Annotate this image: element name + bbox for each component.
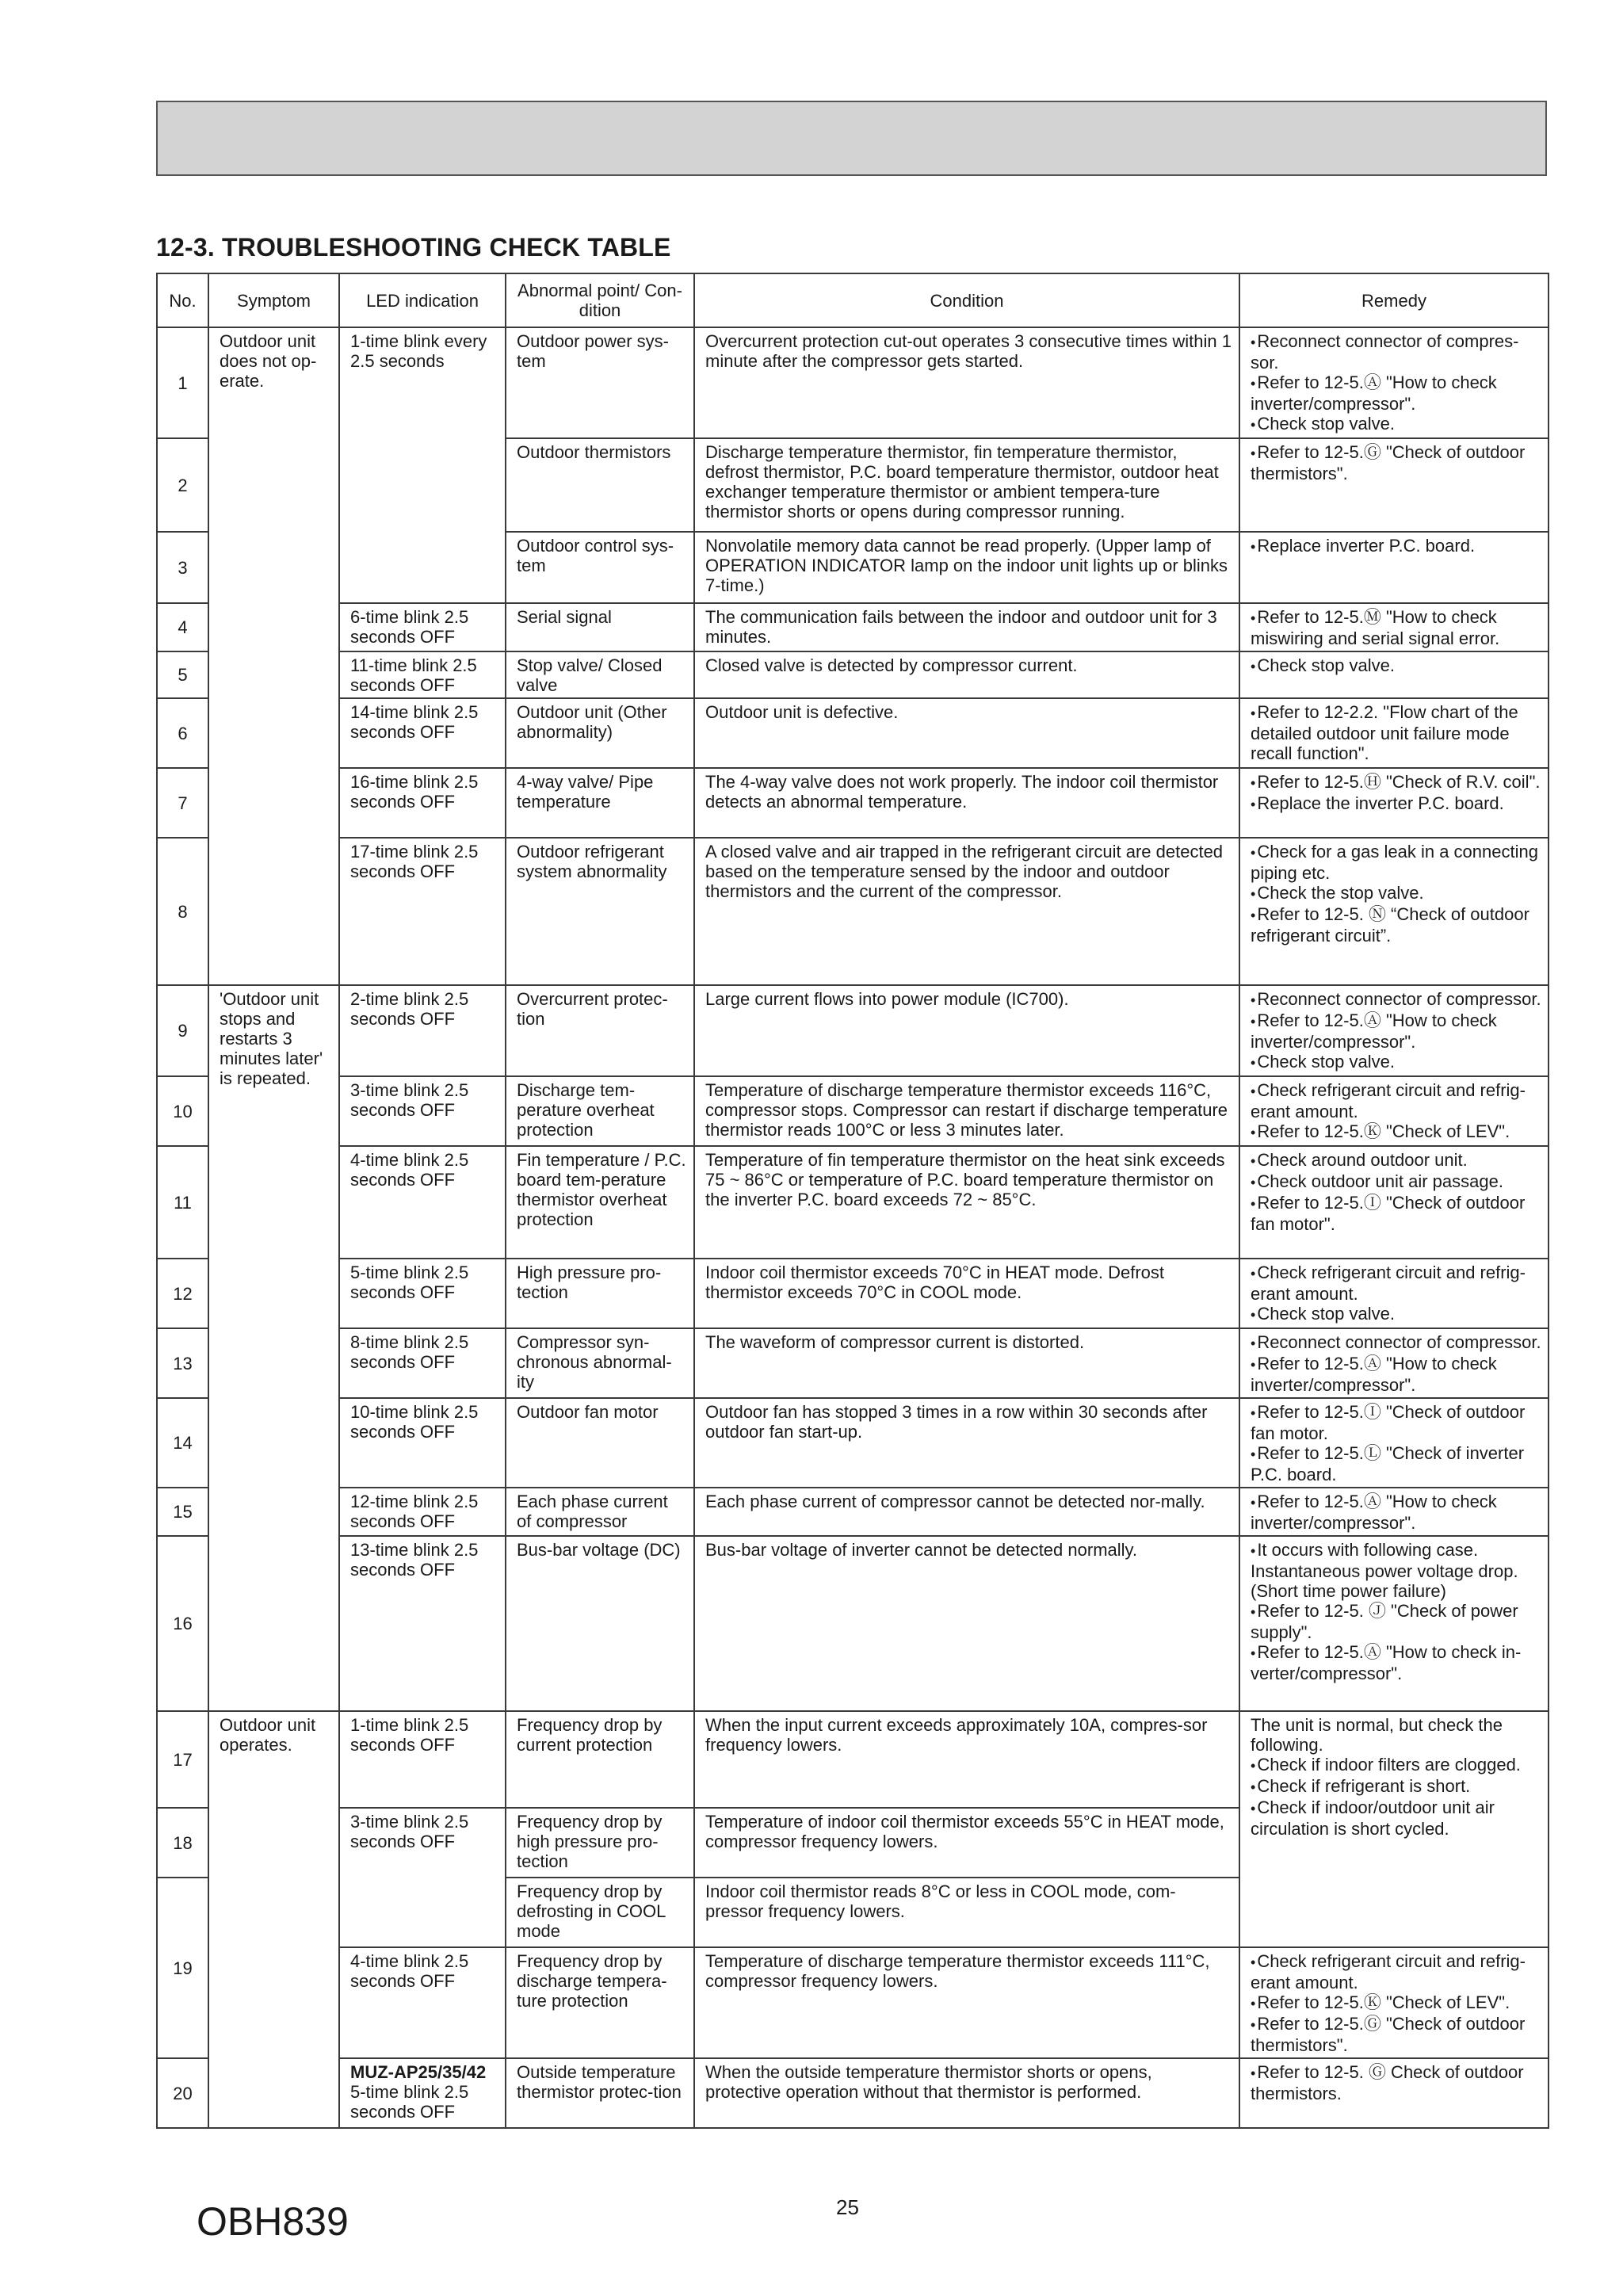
remedy-cell	[1239, 838, 1549, 985]
led-cell: 11-time blink 2.5 seconds OFF	[339, 651, 506, 698]
condition-cell: Temperature of fin temperature thermistor on the heat sink exceeds 75 ~ 86°C or temperature of P.C. board temperature thermistor on the inverter P.C. board exceeds 72 ~ 85°C.	[694, 1146, 1239, 1259]
remedy-item: • Refer to 12-5.Ⓘ "Check of outdoor fan motor.	[1251, 1402, 1541, 1443]
remedy-item: • Check stop valve.	[1251, 414, 1541, 435]
point-cell: Outdoor power sys-tem	[506, 327, 694, 438]
symptom-cell: Outdoor unit operates.	[208, 1711, 339, 2128]
condition-cell: Temperature of discharge temperature thermistor exceeds 111°C, compressor frequency lowers.	[694, 1947, 1239, 2058]
remedy-item: • Check stop valve.	[1251, 1304, 1541, 1325]
row-no: 18	[157, 1808, 208, 1878]
condition-cell: Closed valve is detected by compressor current.	[694, 651, 1239, 698]
point-cell: Bus-bar voltage (DC)	[506, 1536, 694, 1711]
point-cell: Outside temperature thermistor protec-tion	[506, 2058, 694, 2128]
table-row	[157, 603, 1549, 651]
row-no: 6	[157, 698, 208, 768]
point-cell: Outdoor refrigerant system abnormality	[506, 838, 694, 985]
table-row	[157, 2058, 1549, 2128]
table-row	[157, 651, 1549, 698]
col-header-condition: Condition	[694, 273, 1239, 327]
condition-cell: Indoor coil thermistor reads 8°C or less in COOL mode, com-pressor frequency lowers.	[694, 1878, 1239, 1947]
table-row	[157, 1398, 1549, 1488]
remedy-cell	[1239, 1536, 1549, 1711]
col-header-no: No.	[157, 273, 208, 327]
point-cell: Stop valve/ Closed valve	[506, 651, 694, 698]
table-row	[157, 1947, 1549, 2058]
remedy-cell	[1239, 651, 1549, 698]
troubleshooting-table	[156, 273, 1549, 2129]
table-row	[157, 985, 1549, 1076]
remedy-item: • Check refrigerant circuit and refrig-erant amount.	[1251, 1951, 1541, 1992]
table-row	[157, 1076, 1549, 1146]
row-no: 13	[157, 1328, 208, 1398]
remedy-cell	[1239, 327, 1549, 438]
point-cell: Fin temperature / P.C. board tem-perature thermistor overheat protection	[506, 1146, 694, 1259]
remedy-item: • Check the stop valve.	[1251, 883, 1541, 904]
remedy-item: • Check if indoor/outdoor unit air circulation is short cycled.	[1251, 1797, 1541, 1839]
condition-cell: Outdoor unit is defective.	[694, 698, 1239, 768]
row-no: 7	[157, 768, 208, 838]
col-header-point: Abnormal point/ Con-dition	[506, 273, 694, 327]
led-cell: 6-time blink 2.5 seconds OFF	[339, 603, 506, 651]
remedy-cell	[1239, 2058, 1549, 2128]
remedy-item: • Refer to 12-5.Ⓚ "Check of LEV".	[1251, 1992, 1541, 2014]
remedy-item: • Refer to 12-2.2. "Flow chart of the detailed outdoor unit failure mode recall function".	[1251, 702, 1541, 763]
remedy-cell	[1239, 1146, 1549, 1259]
table-row	[157, 1328, 1549, 1398]
condition-cell: Overcurrent protection cut-out operates 3 consecutive times within 1 minute after the compressor gets started.	[694, 327, 1239, 438]
condition-cell: The 4-way valve does not work properly. The indoor coil thermistor detects an abnormal temperature.	[694, 768, 1239, 838]
page-number: 25	[836, 2195, 859, 2219]
led-text: 5-time blink 2.5 seconds OFF	[350, 2082, 469, 2122]
remedy-item: • Refer to 12-5.Ⓗ "Check of R.V. coil".	[1251, 772, 1541, 793]
col-header-symptom: Symptom	[208, 273, 339, 327]
remedy-item: • Replace the inverter P.C. board.	[1251, 793, 1541, 815]
remedy-cell	[1239, 1398, 1549, 1488]
point-cell: Frequency drop by discharge tempera-ture protection	[506, 1947, 694, 2058]
remedy-cell	[1239, 603, 1549, 651]
led-cell: 16-time blink 2.5 seconds OFF	[339, 768, 506, 838]
symptom-cell: Outdoor unit does not op-erate.	[208, 327, 339, 985]
remedy-item: • Refer to 12-5.Ⓐ "How to check in-verter/compressor".	[1251, 1642, 1541, 1683]
point-cell: Outdoor unit (Other abnormality)	[506, 698, 694, 768]
table-row	[157, 1711, 1549, 1808]
point-cell: Outdoor thermistors	[506, 438, 694, 532]
point-cell: Discharge tem-perature overheat protection	[506, 1076, 694, 1146]
row-no: 12	[157, 1259, 208, 1328]
remedy-item: • Reconnect connector of compressor.	[1251, 989, 1541, 1010]
remedy-item: • Check for a gas leak in a connecting piping etc.	[1251, 842, 1541, 883]
point-cell: High pressure pro-tection	[506, 1259, 694, 1328]
point-cell: Frequency drop by high pressure pro-tection	[506, 1808, 694, 1878]
remedy-item: • Replace inverter P.C. board.	[1251, 536, 1541, 557]
led-cell: 14-time blink 2.5 seconds OFF	[339, 698, 506, 768]
remedy-item: • Refer to 12-5.Ⓐ "How to check inverter/compressor".	[1251, 1354, 1541, 1395]
remedy-item: • Refer to 12-5.Ⓖ "Check of outdoor thermistors".	[1251, 442, 1541, 483]
header-band	[156, 101, 1547, 176]
remedy-cell	[1239, 1947, 1549, 2058]
table-header-row	[157, 273, 1549, 327]
point-cell: Outdoor control sys-tem	[506, 532, 694, 603]
remedy-item: • Refer to 12-5.Ⓖ "Check of outdoor thermistors".	[1251, 2014, 1541, 2055]
row-no: 16	[157, 1536, 208, 1711]
point-cell: 4-way valve/ Pipe temperature	[506, 768, 694, 838]
symptom-cell: 'Outdoor unit stops and restarts 3 minutes later' is repeated.	[208, 985, 339, 1711]
remedy-item: • Refer to 12-5.Ⓐ "How to check inverter/compressor".	[1251, 1492, 1541, 1533]
remedy-cell	[1239, 1711, 1549, 1947]
condition-cell: Bus-bar voltage of inverter cannot be detected normally.	[694, 1536, 1239, 1711]
row-no: 11	[157, 1146, 208, 1259]
remedy-item: • Reconnect connector of compres-sor.	[1251, 331, 1541, 372]
point-cell: Each phase current of compressor	[506, 1488, 694, 1536]
row-no: 19	[157, 1878, 208, 2058]
condition-cell: Discharge temperature thermistor, fin temperature thermistor, defrost thermistor, P.C. board temperature thermistor, outdoor heat exchanger temperature thermistor or ambient tempera-ture thermistor shorts or opens during compressor running.	[694, 438, 1239, 532]
remedy-item: • It occurs with following case. Instantaneous power voltage drop. (Short time power failure)	[1251, 1540, 1541, 1601]
condition-cell: The waveform of compressor current is distorted.	[694, 1328, 1239, 1398]
led-cell: 17-time blink 2.5 seconds OFF	[339, 838, 506, 985]
remedy-item: • Check if refrigerant is short.	[1251, 1776, 1541, 1797]
led-cell: 3-time blink 2.5 seconds OFF	[339, 1076, 506, 1146]
remedy-cell	[1239, 985, 1549, 1076]
led-cell: 5-time blink 2.5 seconds OFF	[339, 1259, 506, 1328]
condition-cell: Large current flows into power module (IC700).	[694, 985, 1239, 1076]
point-cell: Serial signal	[506, 603, 694, 651]
remedy-item: • Check stop valve.	[1251, 1052, 1541, 1073]
row-no: 17	[157, 1711, 208, 1808]
point-cell: Frequency drop by current protection	[506, 1711, 694, 1808]
remedy-cell	[1239, 1328, 1549, 1398]
row-no: 2	[157, 438, 208, 532]
table-row	[157, 838, 1549, 985]
remedy-item: • Refer to 12-5. Ⓖ Check of outdoor thermistors.	[1251, 2062, 1541, 2103]
table-row	[157, 1146, 1549, 1259]
remedy-cell	[1239, 1076, 1549, 1146]
led-model: MUZ-AP25/35/42	[350, 2062, 487, 2082]
condition-cell: Outdoor fan has stopped 3 times in a row within 30 seconds after outdoor fan start-up.	[694, 1398, 1239, 1488]
troubleshooting-table-container	[156, 273, 1548, 2129]
table-row	[157, 327, 1549, 438]
remedy-cell	[1239, 532, 1549, 603]
remedy-item: • Refer to 12-5.Ⓐ "How to check inverter/compressor".	[1251, 1010, 1541, 1052]
point-cell: Compressor syn-chronous abnormal-ity	[506, 1328, 694, 1398]
table-row	[157, 698, 1549, 768]
remedy-intro: The unit is normal, but check the following.	[1251, 1715, 1503, 1755]
col-header-led: LED indication	[339, 273, 506, 327]
remedy-item: • Check around outdoor unit.	[1251, 1150, 1541, 1171]
remedy-cell	[1239, 698, 1549, 768]
remedy-item: • Refer to 12-5. Ⓝ “Check of outdoor refrigerant circuit”.	[1251, 904, 1541, 946]
col-header-remedy: Remedy	[1239, 273, 1549, 327]
condition-cell: A closed valve and air trapped in the refrigerant circuit are detected based on the temperature sensed by the indoor and outdoor thermistors and the current of the compressor.	[694, 838, 1239, 985]
point-cell: Frequency drop by defrosting in COOL mode	[506, 1878, 694, 1947]
row-no: 8	[157, 838, 208, 985]
condition-cell: When the input current exceeds approximately 10A, compres-sor frequency lowers.	[694, 1711, 1239, 1808]
led-cell: 3-time blink 2.5 seconds OFF	[339, 1808, 506, 1947]
condition-cell: Temperature of indoor coil thermistor exceeds 55°C in HEAT mode, compressor frequency lowers.	[694, 1808, 1239, 1878]
condition-cell: Indoor coil thermistor exceeds 70°C in HEAT mode. Defrost thermistor exceeds 70°C in COOL mode.	[694, 1259, 1239, 1328]
point-cell: Overcurrent protec-tion	[506, 985, 694, 1076]
remedy-item: • Refer to 12-5.Ⓜ "How to check miswiring and serial signal error.	[1251, 607, 1541, 648]
remedy-item: • Check if indoor filters are clogged.	[1251, 1755, 1541, 1776]
row-no: 15	[157, 1488, 208, 1536]
remedy-cell	[1239, 1488, 1549, 1536]
table-row	[157, 1488, 1549, 1536]
row-no: 9	[157, 985, 208, 1076]
section-title: 12-3. TROUBLESHOOTING CHECK TABLE	[156, 233, 671, 262]
row-no: 4	[157, 603, 208, 651]
row-no: 20	[157, 2058, 208, 2128]
led-cell: 4-time blink 2.5 seconds OFF	[339, 1947, 506, 2058]
remedy-item: • Check refrigerant circuit and refrig-erant amount.	[1251, 1080, 1541, 1121]
remedy-item: • Check outdoor unit air passage.	[1251, 1171, 1541, 1193]
remedy-item: • Check refrigerant circuit and refrig-erant amount.	[1251, 1263, 1541, 1304]
remedy-item: • Refer to 12-5.Ⓐ "How to check inverter/compressor".	[1251, 372, 1541, 414]
led-cell: 12-time blink 2.5 seconds OFF	[339, 1488, 506, 1536]
condition-cell: Temperature of discharge temperature thermistor exceeds 116°C, compressor stops. Compressor can restart if discharge temperature thermistor reads 100°C or less 3 minutes later.	[694, 1076, 1239, 1146]
row-no: 5	[157, 651, 208, 698]
remedy-item: • Refer to 12-5.Ⓛ "Check of inverter P.C. board.	[1251, 1443, 1541, 1484]
table-row	[157, 768, 1549, 838]
row-no: 14	[157, 1398, 208, 1488]
condition-cell: Each phase current of compressor cannot be detected nor-mally.	[694, 1488, 1239, 1536]
led-cell: 1-time blink 2.5 seconds OFF	[339, 1711, 506, 1808]
document-code: OBH839	[197, 2199, 349, 2244]
remedy-item: • Refer to 12-5. Ⓙ "Check of power supply".	[1251, 1601, 1541, 1642]
led-cell	[339, 2058, 506, 2128]
condition-cell: The communication fails between the indoor and outdoor unit for 3 minutes.	[694, 603, 1239, 651]
point-cell: Outdoor fan motor	[506, 1398, 694, 1488]
remedy-cell	[1239, 438, 1549, 532]
row-no: 1	[157, 327, 208, 438]
condition-cell: When the outside temperature thermistor shorts or opens, protective operation without that thermistor is performed.	[694, 2058, 1239, 2128]
remedy-item: • Reconnect connector of compressor.	[1251, 1332, 1541, 1354]
row-no: 10	[157, 1076, 208, 1146]
led-cell: 10-time blink 2.5 seconds OFF	[339, 1398, 506, 1488]
remedy-item: • Check stop valve.	[1251, 655, 1541, 677]
row-no: 3	[157, 532, 208, 603]
remedy-item: • Refer to 12-5.Ⓚ "Check of LEV".	[1251, 1121, 1541, 1143]
remedy-item: • Refer to 12-5.Ⓘ "Check of outdoor fan motor".	[1251, 1193, 1541, 1234]
led-cell: 1-time blink every 2.5 seconds	[339, 327, 506, 603]
table-row	[157, 1259, 1549, 1328]
led-cell: 4-time blink 2.5 seconds OFF	[339, 1146, 506, 1259]
condition-cell: Nonvolatile memory data cannot be read properly. (Upper lamp of OPERATION INDICATOR lamp on the indoor unit lights up or blinks 7-time.)	[694, 532, 1239, 603]
remedy-cell	[1239, 1259, 1549, 1328]
remedy-cell	[1239, 768, 1549, 838]
led-cell: 8-time blink 2.5 seconds OFF	[339, 1328, 506, 1398]
table-row	[157, 1536, 1549, 1711]
led-cell: 2-time blink 2.5 seconds OFF	[339, 985, 506, 1076]
led-cell: 13-time blink 2.5 seconds OFF	[339, 1536, 506, 1711]
